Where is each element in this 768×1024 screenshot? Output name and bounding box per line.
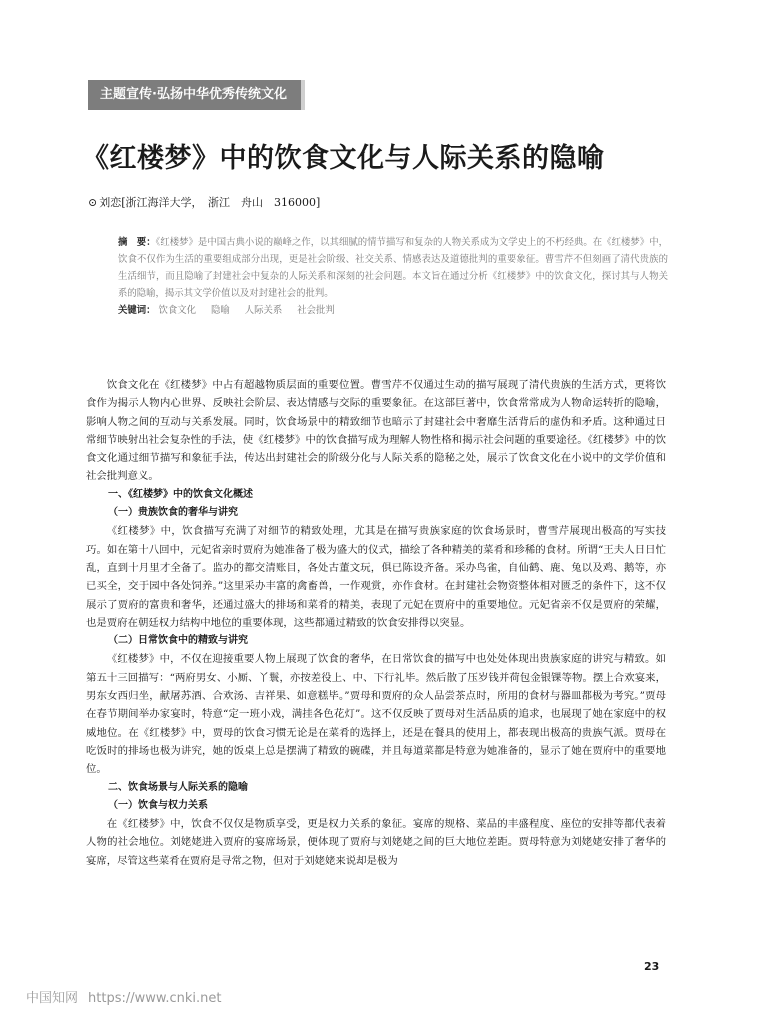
abstract: [118, 234, 668, 302]
article-body: [86, 376, 666, 870]
keyword: 人际关系: [244, 305, 283, 316]
author-affiliation: [浙江海洋大学， 浙江 舟山 316000]: [121, 196, 321, 209]
keyword: 社会批判: [297, 305, 335, 316]
author-mark: ⊙: [88, 196, 98, 209]
keywords-label: 关键词：: [118, 305, 156, 316]
subsection-heading: （一）饮食与权力关系: [108, 799, 208, 811]
section-heading: 二、饮食场景与人际关系的隐喻: [108, 781, 248, 793]
abstract-label: 摘 要：: [118, 237, 156, 248]
keyword: 隐喻: [211, 305, 230, 316]
author-name: 刘恋: [99, 196, 122, 209]
body-paragraph: 《红楼梦》中，饮食描写充满了对细节的精致处理，尤其是在描写贵族家庭的饮食场景时，曹雪芹展现出极高的写实技巧。如在第十八回中，元妃省亲时贾府为她准备了极为盛大的仪式，描绘了各种精美的菜肴和珍稀的食材。所谓“王夫人日日忙乱，直到十月里才全备了。监办的都交清账目，各处古董文玩，俱已陈设齐备。采办鸟雀，自仙鹤、鹿、兔以及鸡、鹅等，亦已买全，交于园中各处饲养。”这里采办丰富的禽畜兽，一作观赏，亦作食材。在封建社会物资整体相对匮乏的条件下，这不仅展示了贾府的富贵和奢华，还通过盛大的排场和菜肴的精美，表现了元妃在贾府中的重要地位。元妃省亲不仅是贾府的荣耀，也是贾府在朝廷权力结构中地位的重要体现，这些都通过精致的饮食安排得以突显。: [86, 525, 666, 629]
section-heading: 一、《红楼梦》中的饮食文化概述: [108, 488, 253, 500]
intro-paragraph: 饮食文化在《红楼梦》中占有超越物质层面的重要位置。曹雪芹不仅通过生动的描写展现了清代贵族的生活方式，更将饮食作为揭示人物内心世界、反映社会阶层、表达情感与交际的重要象征。在这部巨著中，饮食常常成为人物命运转折的隐喻，影响人物之间的互动与关系发展。同时，饮食场景中的精致细节也暗示了封建社会中奢靡生活背后的虚伪和矛盾。这种通过日常细节映射出社会复杂性的手法，使《红楼梦》中的饮食描写成为理解人物性格和揭示社会问题的重要途径。《红楼梦》中的饮食文化通过细节描写和象征手法，传达出封建社会的阶级分化与人际关系的隐秘之处，展示了饮食文化在小说中的文学价值和社会批判意义。: [86, 379, 666, 483]
column-tag: 主题宣传·弘扬中华优秀传统文化: [88, 80, 305, 110]
footer-site: 中国知网: [26, 991, 79, 1006]
keywords: [118, 302, 668, 319]
subsection-heading: （一）贵族饮食的奢华与讲究: [108, 507, 238, 519]
subsection-heading: （二）日常饮食中的精致与讲究: [108, 635, 248, 647]
body-paragraph: 在《红楼梦》中，饮食不仅仅是物质享受，更是权力关系的象征。宴席的规格、菜品的丰盛程度、座位的安排等都代表着人物的社会地位。刘姥姥进入贾府的宴席场景，便体现了贾府与刘姥姥之间的巨大地位差距。贾母特意为刘姥姥安排了奢华的宴席，尽管这些菜肴在贾府是寻常之物，但对于刘姥姥来说却是极为: [86, 818, 666, 867]
keyword: 饮食文化: [158, 305, 197, 316]
footer-watermark: [26, 987, 221, 1006]
page-number: 23: [644, 960, 660, 973]
article-title: 《红楼梦》中的饮食文化与人际关系的隐喻: [82, 143, 605, 174]
footer-url[interactable]: https://www.cnki.net: [88, 991, 222, 1006]
abstract-text: 《红楼梦》是中国古典小说的巅峰之作，以其细腻的情节描写和复杂的人物关系成为文学史上的不朽经典。在《红楼梦》中，饮食不仅作为生活的重要组成部分出现，更是社会阶级、社交关系、情感表达及道德批判的重要象征。曹雪芹不但刻画了清代贵族的生活细节，而且隐喻了封建社会中复杂的人际关系和深刻的社会问题。本文旨在通过分析《红楼梦》中的饮食文化，探讨其与人物关系的隐喻，揭示其文学价值以及对封建社会的批判。: [118, 237, 668, 299]
author-line: [88, 194, 320, 210]
body-paragraph: 《红楼梦》中，不仅在迎接重要人物上展现了饮食的奢华，在日常饮食的描写中也处处体现出贵族家庭的讲究与精致。如第五十三回描写：“两府男女、小厮、丫鬟，亦按差役上、中、下行礼毕。然后散了压岁钱并荷包金银锞等物。摆上合欢宴来，男东女西归坐，献屠苏酒、合欢汤、吉祥果、如意糕毕。”贾母和贾府的众人品尝茶点时，所用的食材与器皿都极为考究。”贾母在春节期间举办家宴时，特意“定一班小戏，满挂各色花灯”。这不仅反映了贾母对生活品质的追求，也展现了她在家庭中的权威地位。在《红楼梦》中，贾母的饮食习惯无论是在菜肴的选择上，还是在餐具的使用上，都表现出极高的贵族气派。贾母在吃饭时的排场也极为讲究，她的饭桌上总是摆满了精致的碗碟，并且每道菜都是特意为她准备的，显示了她在贾府中的重要地位。: [86, 653, 666, 776]
